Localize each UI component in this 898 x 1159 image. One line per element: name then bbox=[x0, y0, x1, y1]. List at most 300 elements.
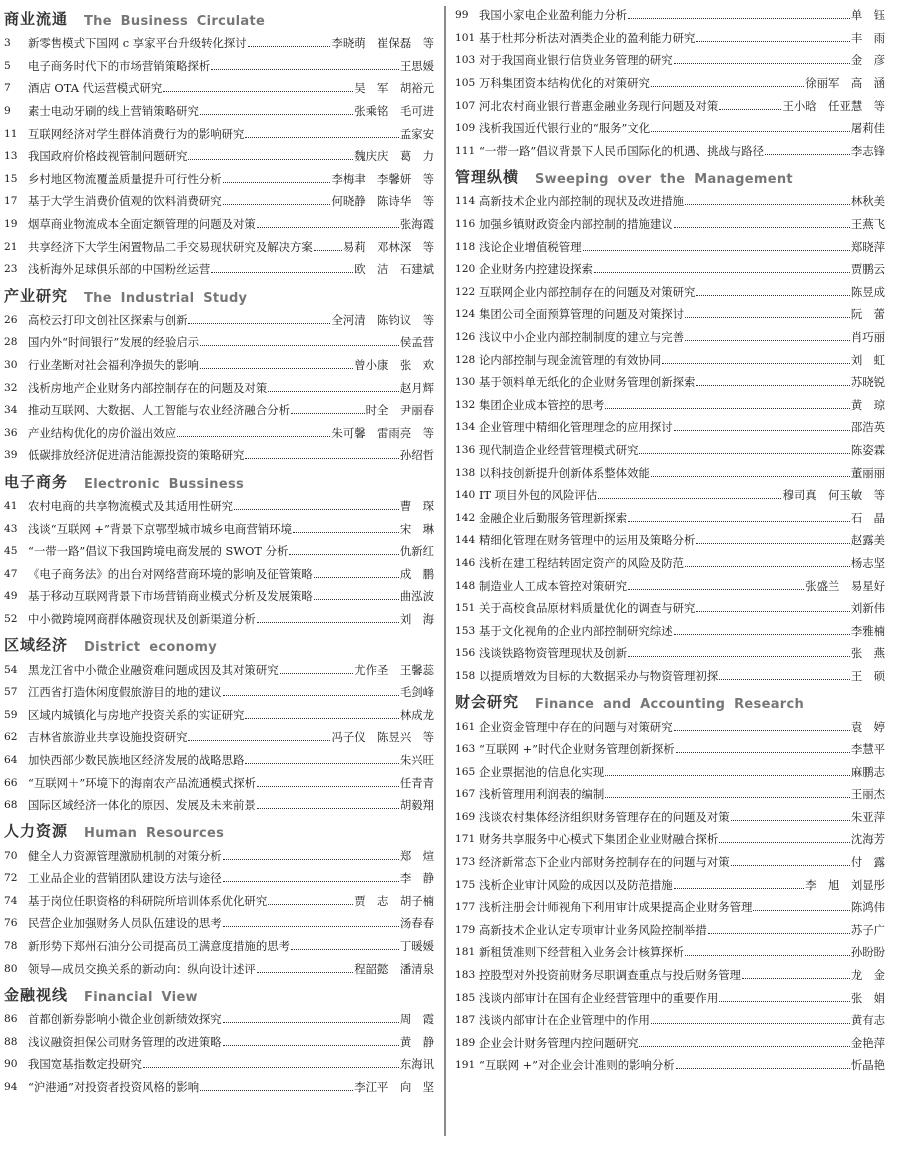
toc-entry[interactable] bbox=[455, 1032, 885, 1055]
article-author: 麻鹏志 bbox=[850, 764, 885, 779]
article-title[interactable]: “互联网 +”时代企业财务管理创新探析 bbox=[479, 742, 675, 757]
article-title[interactable]: 制造业人工成本管控对策研究 bbox=[479, 578, 628, 593]
article-author: 王燕飞 bbox=[850, 217, 885, 232]
left-column bbox=[4, 4, 434, 1098]
page-number: 144 bbox=[455, 534, 476, 547]
toc-entry[interactable] bbox=[455, 258, 885, 281]
article-author: 汤春春 bbox=[399, 916, 434, 931]
dot-leader bbox=[696, 41, 849, 42]
page-number: 191 bbox=[455, 1059, 476, 1072]
page-number: 52 bbox=[4, 612, 18, 625]
article-title[interactable]: 浅析海外足球俱乐部的中国粉丝运营 bbox=[28, 262, 211, 277]
page-number: 66 bbox=[4, 776, 18, 789]
article-title[interactable]: 民营企业加强财务人员队伍建设的思考 bbox=[28, 916, 222, 931]
article-title[interactable]: 区域内城镇化与房地产投资关系的实证研究 bbox=[28, 707, 245, 722]
article-author: 刘新伟 bbox=[850, 601, 885, 616]
page-number: 151 bbox=[455, 602, 476, 615]
page-number: 134 bbox=[455, 421, 476, 434]
toc-entry[interactable] bbox=[4, 867, 434, 890]
page-number: 109 bbox=[455, 122, 476, 135]
dot-leader bbox=[268, 391, 399, 392]
page-number: 13 bbox=[4, 150, 18, 163]
article-title[interactable]: 财务共享服务中心模式下集团企业业财融合探析 bbox=[479, 832, 719, 847]
toc-entry[interactable] bbox=[4, 844, 434, 867]
article-title[interactable]: 工业品企业的营销团队建设方法与途径 bbox=[28, 871, 222, 886]
toc-entry[interactable] bbox=[455, 919, 885, 942]
article-title[interactable]: 浅谈内部审计在企业管理中的作用 bbox=[479, 1013, 650, 1028]
toc-entry[interactable] bbox=[4, 100, 434, 123]
page-number: 39 bbox=[4, 449, 18, 462]
article-author: 黄 静 bbox=[399, 1034, 434, 1049]
toc-entry[interactable] bbox=[4, 608, 434, 631]
toc-entry[interactable] bbox=[455, 72, 885, 95]
toc-entry[interactable] bbox=[4, 681, 434, 704]
toc-entry[interactable] bbox=[4, 585, 434, 608]
article-title[interactable]: 浅谈内部审计在国有企业经营管理中的重要作用 bbox=[479, 990, 719, 1005]
page-number: 7 bbox=[4, 82, 11, 95]
page-number: 107 bbox=[455, 99, 476, 112]
page-number: 99 bbox=[455, 9, 469, 22]
toc-entry[interactable] bbox=[4, 258, 434, 281]
article-title[interactable]: 基于移动互联网背景下市场营销商业模式分析及发展策略 bbox=[28, 589, 313, 604]
dot-leader bbox=[188, 323, 330, 324]
article-author: 张 娟 bbox=[850, 990, 885, 1005]
article-author: 时全 尹丽春 bbox=[365, 403, 434, 418]
article-author: 丁暖媛 bbox=[399, 939, 434, 954]
toc-entry[interactable] bbox=[4, 32, 434, 55]
article-title[interactable]: 互联网经济对学生群体消费行为的影响研究 bbox=[28, 126, 245, 141]
dot-leader bbox=[719, 679, 850, 680]
article-title[interactable]: “沪港通”对投资者投资风格的影响 bbox=[28, 1080, 200, 1095]
article-author: 何晓静 陈诗华 等 bbox=[331, 194, 434, 209]
article-title[interactable]: 经济新常态下企业内部财务控制存在的问题与对策 bbox=[479, 855, 730, 870]
toc-entry[interactable] bbox=[4, 145, 434, 168]
article-title[interactable]: 以科技创新提升创新体系整体效能 bbox=[479, 465, 650, 480]
page-number: 43 bbox=[4, 522, 18, 535]
article-title[interactable]: 我国宽基指数定投研究 bbox=[28, 1057, 142, 1072]
article-title[interactable]: 浅谈铁路物资管理现状及创新 bbox=[479, 646, 628, 661]
section-title-cn: 区域经济 bbox=[4, 636, 69, 655]
article-title[interactable]: 金融企业后勤服务管理新探索 bbox=[479, 510, 628, 525]
article-author: 金 彦 bbox=[850, 53, 885, 68]
article-title[interactable]: 共享经济下大学生闲置物品二手交易现状研究及解决方案 bbox=[28, 239, 313, 254]
article-title[interactable]: 关于高校食品原材料质量优化的调查与研究 bbox=[479, 601, 696, 616]
article-title[interactable]: “一带一路”倡议下我国跨境电商发展的 SWOT 分析 bbox=[28, 544, 289, 559]
section-title-cn: 电子商务 bbox=[4, 472, 69, 491]
page-number: 181 bbox=[455, 946, 476, 959]
article-title[interactable]: 浅析在建工程结转固定资产的风险及防范 bbox=[479, 555, 685, 570]
dot-leader bbox=[223, 859, 399, 860]
dot-leader bbox=[245, 763, 398, 764]
dot-leader bbox=[662, 363, 850, 364]
toc-entry[interactable] bbox=[455, 117, 885, 140]
section-title-en: Financial View bbox=[84, 989, 198, 1005]
article-author: 陈姿霖 bbox=[850, 442, 885, 457]
dot-leader bbox=[223, 204, 331, 205]
toc-entry[interactable] bbox=[4, 422, 434, 445]
article-title[interactable]: 新零售模式下国网 c 享家平台升级转化探讨 bbox=[28, 36, 247, 51]
article-title[interactable]: 企业资金管理中存在的问题与对策研究 bbox=[479, 719, 673, 734]
article-title[interactable]: 健全人力资源管理激励机制的对策分析 bbox=[28, 848, 222, 863]
toc-entry[interactable] bbox=[4, 957, 434, 980]
dot-leader bbox=[674, 634, 850, 635]
toc-entry[interactable] bbox=[455, 213, 885, 236]
toc-entry[interactable] bbox=[4, 331, 434, 354]
toc-entry[interactable] bbox=[455, 964, 885, 987]
toc-entry[interactable] bbox=[455, 303, 885, 326]
section-title-cn: 人力资源 bbox=[4, 822, 69, 841]
toc-entry[interactable] bbox=[455, 760, 885, 783]
article-title[interactable]: 黑龙江省中小微企业融资难问题成因及其对策研究 bbox=[28, 662, 279, 677]
article-title[interactable]: 浅谈“互联网 +”背景下京鄂型城市城乡电商营销环境 bbox=[28, 521, 293, 536]
column-divider bbox=[444, 6, 446, 1136]
article-title[interactable]: 加快西部少数民族地区经济发展的战略思路 bbox=[28, 752, 245, 767]
dot-leader bbox=[223, 1045, 399, 1046]
toc-entry[interactable] bbox=[455, 665, 885, 688]
toc-entry[interactable] bbox=[4, 399, 434, 422]
article-title[interactable]: 基于岗位任职资格的科研院所培训体系优化研究 bbox=[28, 893, 268, 908]
article-author: 李慧平 bbox=[850, 742, 885, 757]
page-number: 30 bbox=[4, 359, 18, 372]
article-title[interactable]: 高校云打印文创社区探索与创新 bbox=[28, 312, 188, 327]
section-header bbox=[4, 4, 434, 32]
toc-entry[interactable] bbox=[455, 896, 885, 919]
dot-leader bbox=[257, 808, 399, 809]
toc-entry[interactable] bbox=[455, 642, 885, 665]
toc-entry[interactable] bbox=[455, 190, 885, 213]
article-title[interactable]: 集团公司全面预算管理的问题及对策探讨 bbox=[479, 307, 685, 322]
article-title[interactable]: 集团企业成本管控的思考 bbox=[479, 397, 605, 412]
toc-entry[interactable] bbox=[455, 94, 885, 117]
article-title[interactable]: IT 项目外包的风险评估 bbox=[479, 488, 598, 503]
dot-leader bbox=[765, 154, 850, 155]
page-number: 161 bbox=[455, 720, 476, 733]
toc-entry[interactable] bbox=[455, 1054, 885, 1077]
article-title[interactable]: 酒店 OTA 代运营模式研究 bbox=[28, 81, 163, 96]
article-title[interactable]: 浅析企业审计风险的成因以及防范措施 bbox=[479, 877, 673, 892]
article-title[interactable]: 中小微跨境网商群体融资现状及创新渠道分析 bbox=[28, 611, 256, 626]
toc-entry[interactable] bbox=[455, 783, 885, 806]
toc-entry[interactable] bbox=[4, 55, 434, 78]
article-title[interactable]: 《电子商务法》的出台对网络营商环境的影响及征管策略 bbox=[28, 566, 313, 581]
dot-leader bbox=[605, 797, 850, 798]
toc-entry[interactable] bbox=[4, 77, 434, 100]
article-title[interactable]: 我国政府价格歧视管制问题研究 bbox=[28, 149, 188, 164]
article-author: 李雅楠 bbox=[850, 623, 885, 638]
article-author: 陈昱成 bbox=[850, 284, 885, 299]
page-number: 179 bbox=[455, 923, 476, 936]
page-number: 21 bbox=[4, 240, 18, 253]
toc-entry[interactable] bbox=[455, 371, 885, 394]
article-title[interactable]: 基于领料单无纸化的企业财务管理创新探索 bbox=[479, 375, 696, 390]
article-title[interactable]: 高新技术企业认定专项审计业务风险控制举措 bbox=[479, 922, 707, 937]
article-title[interactable]: 新形势下郑州石油分公司提高员工满意度措施的思考 bbox=[28, 939, 290, 954]
toc-entry[interactable] bbox=[455, 851, 885, 874]
article-title[interactable]: 企业管理中精细化管理理念的应用探讨 bbox=[479, 420, 673, 435]
page-number: 173 bbox=[455, 856, 476, 869]
page-number: 148 bbox=[455, 579, 476, 592]
toc-entry[interactable] bbox=[4, 540, 434, 563]
toc-entry[interactable] bbox=[4, 703, 434, 726]
dot-leader bbox=[731, 820, 850, 821]
article-title[interactable]: 首都创新券影响小微企业创新绩效探究 bbox=[28, 1012, 222, 1027]
toc-entry[interactable] bbox=[4, 1053, 434, 1076]
dot-leader bbox=[685, 317, 850, 318]
toc-entry[interactable] bbox=[4, 1031, 434, 1054]
article-title[interactable]: 浅谈农村集体经济组织财务管理存在的问题及对策 bbox=[479, 809, 730, 824]
page-number: 189 bbox=[455, 1036, 476, 1049]
toc-entry[interactable] bbox=[455, 619, 885, 642]
article-author: 林秋美 bbox=[850, 194, 885, 209]
dot-leader bbox=[685, 340, 850, 341]
article-title[interactable]: 江西省打造休闲度假旅游目的地的建议 bbox=[28, 685, 222, 700]
article-author: 侯孟营 bbox=[399, 335, 434, 350]
article-title[interactable]: 现代制造企业经营管理模式研究 bbox=[479, 442, 639, 457]
dot-leader bbox=[719, 842, 850, 843]
article-author: 沈海芳 bbox=[850, 832, 885, 847]
page-number: 34 bbox=[4, 404, 18, 417]
section-title-en: District economy bbox=[84, 640, 217, 656]
article-author: 周 霞 bbox=[399, 1012, 434, 1027]
article-title[interactable]: 基于文化视角的企业内部控制研究综述 bbox=[479, 623, 673, 638]
page-number: 167 bbox=[455, 788, 476, 801]
article-title[interactable]: 控股型对外投资前财务尽职调查重点与投后财务管理 bbox=[479, 968, 741, 983]
dot-leader bbox=[163, 91, 353, 92]
article-title[interactable]: 新租赁准则下经营租入业务会计核算探析 bbox=[479, 945, 685, 960]
dot-leader bbox=[639, 453, 849, 454]
article-author: 袁 婷 bbox=[850, 719, 885, 734]
toc-entry[interactable] bbox=[455, 394, 885, 417]
dot-leader bbox=[293, 532, 399, 533]
article-title[interactable]: 推动互联网、大数据、人工智能与农业经济融合分析 bbox=[28, 403, 290, 418]
dot-leader bbox=[594, 272, 850, 273]
dot-leader bbox=[696, 385, 849, 386]
dot-leader bbox=[245, 458, 398, 459]
page-number: 70 bbox=[4, 849, 18, 862]
page-number: 3 bbox=[4, 37, 11, 50]
toc-entry[interactable] bbox=[455, 873, 885, 896]
article-title[interactable]: 国际区域经济一体化的原因、发展及未来前景 bbox=[28, 798, 256, 813]
dot-leader bbox=[696, 611, 849, 612]
toc-entry[interactable] bbox=[455, 806, 885, 829]
article-author: 曹 琛 bbox=[399, 498, 434, 513]
toc-entry[interactable] bbox=[4, 235, 434, 258]
page-number: 94 bbox=[4, 1081, 18, 1094]
article-title[interactable]: “一带一路”倡议背景下人民币国际化的机遇、挑战与路径 bbox=[479, 143, 765, 158]
toc-entry[interactable] bbox=[4, 444, 434, 467]
toc-entry[interactable] bbox=[4, 935, 434, 958]
section-title-en: Sweeping over the Management bbox=[535, 172, 793, 188]
dot-leader bbox=[211, 69, 399, 70]
toc-entry[interactable] bbox=[455, 738, 885, 761]
article-author: 王思媛 bbox=[399, 58, 434, 73]
toc-entry[interactable] bbox=[455, 574, 885, 597]
article-author: 王丽杰 bbox=[850, 787, 885, 802]
article-title[interactable]: 基于杜邦分析法对酒类企业的盈利能力研究 bbox=[479, 30, 696, 45]
article-title[interactable]: 以提质增效为目标的大数据采办与物资管理初探 bbox=[479, 668, 719, 683]
toc-entry[interactable] bbox=[455, 506, 885, 529]
toc-entry[interactable] bbox=[4, 122, 434, 145]
article-title[interactable]: 浅议融资担保公司财务管理的改进策略 bbox=[28, 1034, 222, 1049]
dot-leader bbox=[223, 881, 399, 882]
article-author: 阮 蕾 bbox=[850, 307, 885, 322]
toc-entry[interactable] bbox=[4, 190, 434, 213]
section-title-en: Electronic Bussiness bbox=[84, 476, 245, 492]
article-title[interactable]: 素士电动牙刷的线上营销策略研究 bbox=[28, 104, 199, 119]
article-author: 黄 琼 bbox=[850, 397, 885, 412]
article-title[interactable]: 论内部控制与现金流管理的有效协同 bbox=[479, 352, 662, 367]
page-number: 118 bbox=[455, 240, 476, 253]
dot-leader bbox=[731, 865, 850, 866]
toc-entry[interactable] bbox=[455, 348, 885, 371]
article-title[interactable]: 互联网企业内部控制存在的问题及对策研究 bbox=[479, 284, 696, 299]
article-title[interactable]: 精细化管理在财务管理中的运用及策略分析 bbox=[479, 533, 696, 548]
article-title[interactable]: “互联网 +”对企业会计准则的影响分析 bbox=[479, 1058, 675, 1073]
article-author: 徐丽军 高 涵 bbox=[805, 76, 885, 91]
toc-entry[interactable] bbox=[455, 27, 885, 50]
article-author: 董丽丽 bbox=[850, 465, 885, 480]
article-title[interactable]: 我国小家电企业盈利能力分析 bbox=[479, 8, 628, 23]
dot-leader bbox=[719, 1001, 850, 1002]
dot-leader bbox=[583, 250, 850, 251]
page-number: 142 bbox=[455, 511, 476, 524]
toc-entry[interactable] bbox=[455, 986, 885, 1009]
page-number: 49 bbox=[4, 590, 18, 603]
article-title[interactable]: “互联网＋”环境下的海南农产品流通模式探析 bbox=[28, 775, 257, 790]
toc-entry[interactable] bbox=[4, 562, 434, 585]
page-number: 62 bbox=[4, 731, 18, 744]
toc-entry[interactable] bbox=[4, 794, 434, 817]
article-author: 刘 虹 bbox=[850, 352, 885, 367]
article-author: 郑晓萍 bbox=[850, 239, 885, 254]
article-author: 李江平 向 坚 bbox=[354, 1080, 434, 1095]
article-title[interactable]: 基于大学生消费价值观的饮料消费研究 bbox=[28, 194, 222, 209]
dot-leader bbox=[223, 926, 399, 927]
toc-entry[interactable] bbox=[455, 715, 885, 738]
toc-entry[interactable] bbox=[455, 49, 885, 72]
toc-entry[interactable] bbox=[4, 749, 434, 772]
article-title[interactable]: 产业结构优化的房价溢出效应 bbox=[28, 425, 177, 440]
article-title[interactable]: 加强乡镇财政资金内部控制的措施建议 bbox=[479, 217, 673, 232]
toc-entry[interactable] bbox=[4, 376, 434, 399]
article-title[interactable]: 企业票据池的信息化实现 bbox=[479, 764, 605, 779]
toc-entry[interactable] bbox=[4, 1076, 434, 1099]
article-title[interactable]: 乡村地区物流覆盖质量提升可行性分析 bbox=[28, 171, 222, 186]
dot-leader bbox=[245, 718, 398, 719]
page-number: 165 bbox=[455, 765, 476, 778]
article-title[interactable]: 浅议中小企业内部控制制度的建立与完善 bbox=[479, 330, 685, 345]
toc-entry[interactable] bbox=[455, 484, 885, 507]
dot-leader bbox=[200, 368, 353, 369]
article-title[interactable]: 浅析我国近代银行业的“服务”文化 bbox=[479, 121, 651, 136]
toc-entry[interactable] bbox=[4, 658, 434, 681]
toc-entry[interactable] bbox=[4, 517, 434, 540]
dot-leader bbox=[257, 227, 399, 228]
article-author: 尤作圣 王馨蕊 bbox=[354, 662, 434, 677]
article-title[interactable]: 浅析注册会计师视角下利用审计成果提高企业财务管理 bbox=[479, 900, 753, 915]
toc-entry[interactable] bbox=[4, 890, 434, 913]
toc-entry[interactable] bbox=[4, 495, 434, 518]
toc-entry[interactable] bbox=[455, 235, 885, 258]
toc-entry[interactable] bbox=[4, 726, 434, 749]
article-author: 欧 洁 石建斌 bbox=[354, 262, 434, 277]
toc-entry[interactable] bbox=[4, 912, 434, 935]
toc-entry[interactable] bbox=[4, 213, 434, 236]
article-title[interactable]: 电子商务时代下的市场营销策略探析 bbox=[28, 58, 211, 73]
toc-entry[interactable] bbox=[4, 309, 434, 332]
toc-entry[interactable] bbox=[455, 461, 885, 484]
article-title[interactable]: 吉林省旅游业共享设施投资研究 bbox=[28, 730, 188, 745]
article-title[interactable]: 企业财务内控建设探索 bbox=[479, 262, 593, 277]
page-number: 26 bbox=[4, 313, 18, 326]
page-number: 101 bbox=[455, 31, 476, 44]
article-author: 孙绍哲 bbox=[399, 448, 434, 463]
article-title[interactable]: 浅析房地产企业财务内部控制存在的问题及对策 bbox=[28, 380, 268, 395]
page-number: 80 bbox=[4, 962, 18, 975]
section-header bbox=[4, 281, 434, 309]
article-title[interactable]: 低碳排放经济促进清洁能源投资的策略研究 bbox=[28, 448, 245, 463]
article-title[interactable]: 对于我国商业银行信贷业务管理的研究 bbox=[479, 53, 673, 68]
toc-entry[interactable] bbox=[455, 140, 885, 163]
page-number: 90 bbox=[4, 1058, 18, 1071]
page-number: 187 bbox=[455, 1014, 476, 1027]
toc-entry[interactable] bbox=[455, 529, 885, 552]
dot-leader bbox=[188, 740, 330, 741]
toc-entry[interactable] bbox=[455, 1009, 885, 1032]
article-title[interactable]: 农村电商的共享物流模式及其适用性研究 bbox=[28, 498, 234, 513]
dot-leader bbox=[674, 227, 850, 228]
article-title[interactable]: 万科集团资本结构优化的对策研究 bbox=[479, 76, 650, 91]
toc-entry[interactable] bbox=[455, 281, 885, 304]
toc-entry[interactable] bbox=[4, 1008, 434, 1031]
article-title[interactable]: 浅论企业增值税管理 bbox=[479, 239, 582, 254]
article-title[interactable]: 高新技术企业内部控制的现状及改进措施 bbox=[479, 194, 685, 209]
article-title[interactable]: 河北农村商业银行普惠金融业务现行问题及对策 bbox=[479, 98, 719, 113]
page-number: 68 bbox=[4, 799, 18, 812]
page-number: 126 bbox=[455, 331, 476, 344]
toc-entry[interactable] bbox=[455, 828, 885, 851]
toc-entry[interactable] bbox=[455, 439, 885, 462]
page-number: 140 bbox=[455, 489, 476, 502]
section-header bbox=[4, 980, 434, 1008]
toc-entry[interactable] bbox=[4, 354, 434, 377]
page-number: 57 bbox=[4, 686, 18, 699]
article-title[interactable]: 国内外“时间银行”发展的经验启示 bbox=[28, 335, 200, 350]
article-author: 张 燕 bbox=[850, 646, 885, 661]
toc-entry[interactable] bbox=[455, 326, 885, 349]
article-author: 毛剑峰 bbox=[399, 685, 434, 700]
article-title[interactable]: 行业垄断对社会福利净损失的影响 bbox=[28, 358, 199, 373]
article-title[interactable]: 浅析管理用利润表的编制 bbox=[479, 787, 605, 802]
article-title[interactable]: 领导—成员交换关系的新动向：纵向设计述评 bbox=[28, 961, 256, 976]
toc-entry[interactable] bbox=[455, 597, 885, 620]
article-title[interactable]: 烟草商业物流成本全面定额管理的问题及对策 bbox=[28, 217, 256, 232]
article-author: 张乘铭 毛可进 bbox=[354, 104, 434, 119]
toc-entry[interactable] bbox=[455, 416, 885, 439]
article-author: 仇新红 bbox=[399, 544, 434, 559]
article-title[interactable]: 企业会计财务管理内控问题研究 bbox=[479, 1035, 639, 1050]
article-author: 贾 志 胡子楠 bbox=[354, 893, 434, 908]
section-title-cn: 财会研究 bbox=[455, 693, 520, 712]
page-number: 9 bbox=[4, 105, 11, 118]
page-number: 59 bbox=[4, 708, 18, 721]
article-author: 苏晓锐 bbox=[850, 375, 885, 390]
toc-entry[interactable] bbox=[455, 4, 885, 27]
toc-entry[interactable] bbox=[455, 941, 885, 964]
toc-entry[interactable] bbox=[455, 552, 885, 575]
toc-entry[interactable] bbox=[4, 168, 434, 191]
toc-entry[interactable] bbox=[4, 771, 434, 794]
